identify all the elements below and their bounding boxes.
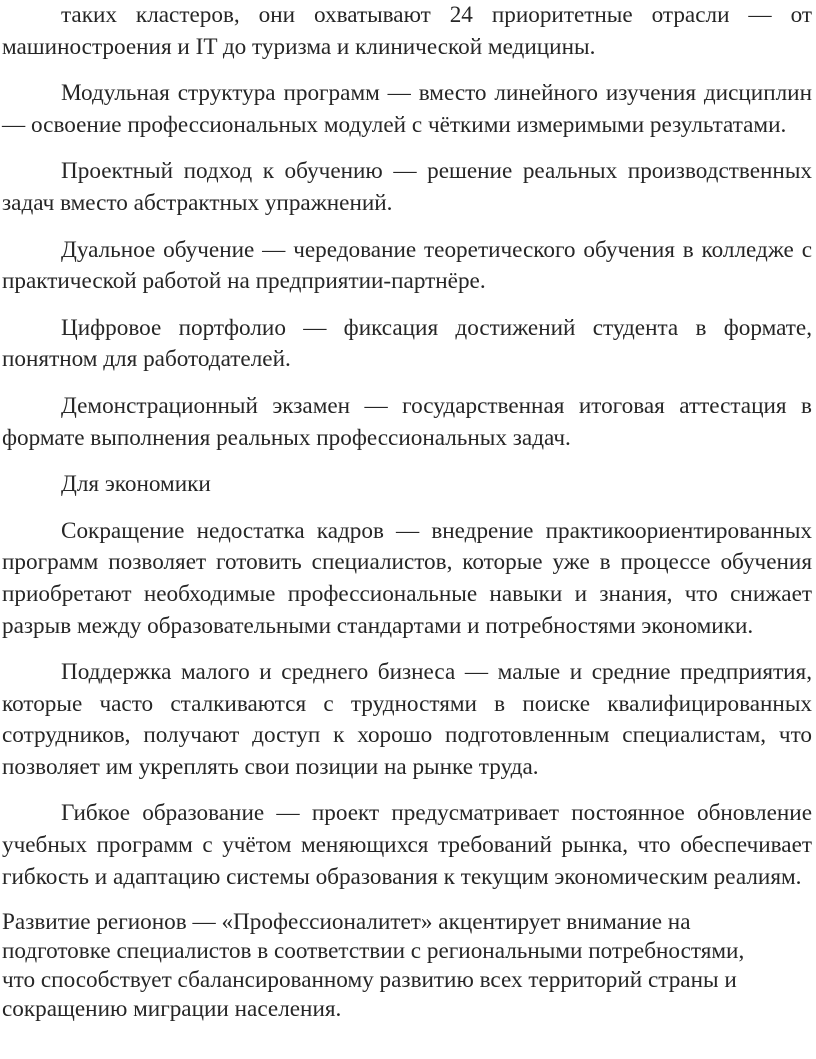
paragraph-project-approach: Проектный подход к обучению — решение реальных производственных задач вместо абстрактных упражнений.: [2, 158, 812, 216]
section-heading: Для экономики: [61, 471, 211, 498]
paragraph-staff-shortage: Сокращение недостатка кадров — внедрение практикоориентированных программ позволяет готовить специалистов, которые уже в процессе обучения приобретают необходимые профессиональные навыки и знания, что снижает разрыв между образовательными стандартами и потребностями экономики.: [2, 517, 812, 639]
paragraph-dual-education: Дуальное обучение — чередование теоретического обучения в колледже с практической работой на предприятии-партнёре.: [2, 236, 812, 295]
paragraph-digital-portfolio: Цифровое портфолио — фиксация достижений студента в формате, понятном для работодателей.: [2, 314, 812, 373]
paragraph-demo-exam: Демонстрационный экзамен — государственная итоговая аттестация в формате выполнения реальных профессиональных задач.: [2, 392, 812, 451]
paragraph-flexible-education: Гибкое образование — проект предусматривает постоянное обновление учебных программ с учётом меняющихся требований рынка, что обеспечивает гибкость и адаптацию системы образования к текущим экономическим реалиям.: [2, 800, 812, 890]
paragraph-small-business: Поддержка малого и среднего бизнеса — малые и средние предприятия, которые часто сталкиваются с трудностями в поиске квалифицированных сотрудников, получают доступ к хорошо подготовленным специалистам, что позволяет им укреплять свои позиции на рынке труда.: [2, 659, 812, 780]
paragraph-modular-structure: Модульная структура программ — вместо линейного изучения дисциплин — освоение профессиональных модулей с чёткими измеримыми результатами.: [2, 80, 812, 138]
paragraph-clusters: таких кластеров, они охватывают 24 приоритетные отрасли — от машиностроения и IT до туризма и клинической медицины.: [2, 2, 812, 60]
paragraph-regional-development: Развитие регионов — «Профессионалитет» акцентирует внимание на подготовке специалистов в соответствии с региональными потребностями, что способствует сбалансированному развитию всех территорий страны и сокращению миграции населения.: [2, 909, 745, 1023]
